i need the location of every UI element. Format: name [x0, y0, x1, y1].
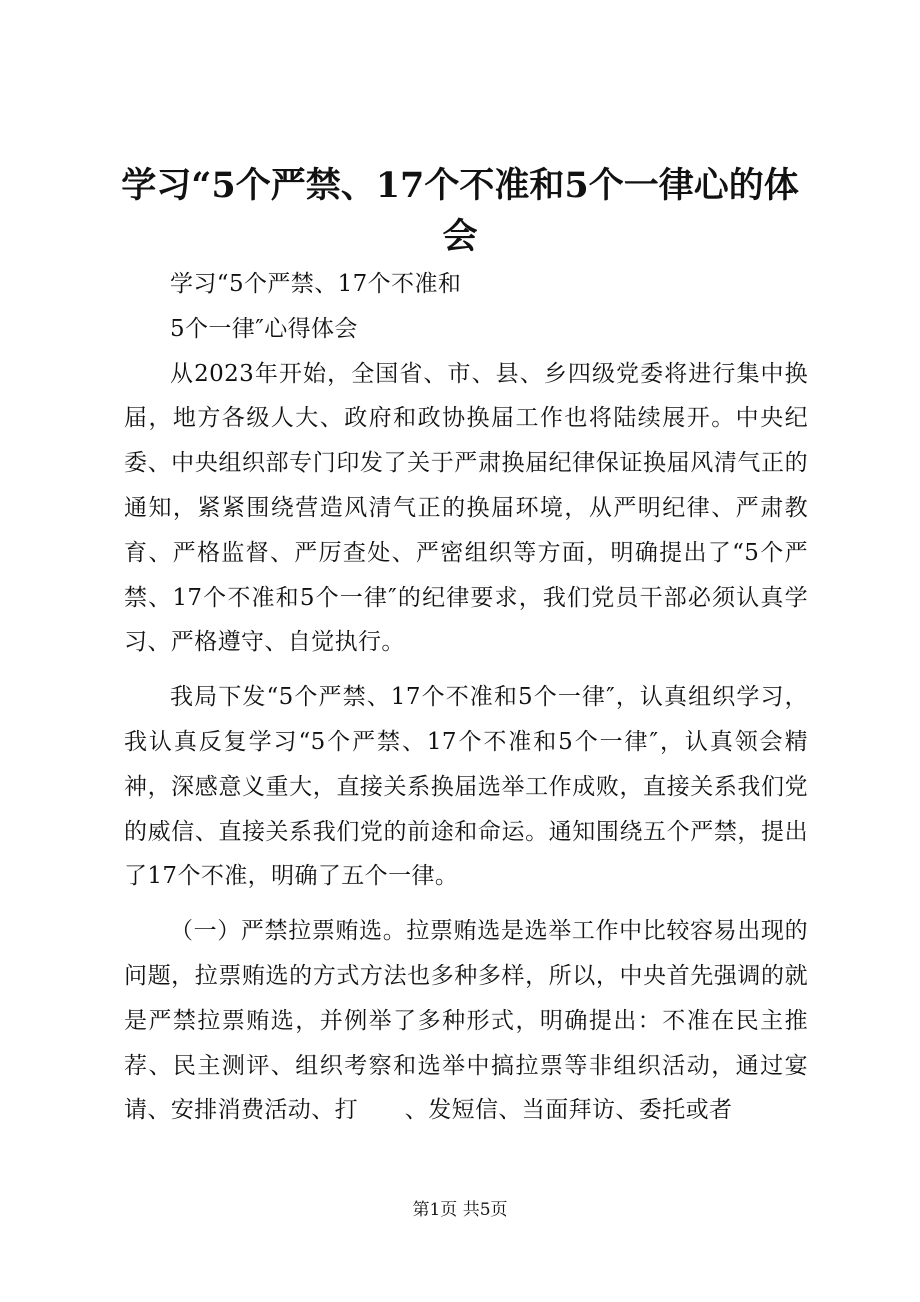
subtitle-line-2: 5个一律″心得体会: [170, 315, 358, 342]
paragraph-section-one: （一）严禁拉票贿选。拉票贿选是选举工作中比较容易出现的问题，拉票贿选的方式方法也多种多样，所以，中央首先强调的就是严禁拉票贿选，并例举了多种形式，明确提出：不准在民主推荐、民主测评、组织考察和选举中搞拉票等非组织活动，通过宴请、安排消费活动、打 、发短信、当面拜访、委托或者: [124, 918, 808, 1124]
paragraph-intro: 从2023年开始，全国省、市、县、乡四级党委将进行集中换届，地方各级人大、政府和政协换届工作也将陆续展开。中央纪委、中央组织部专门印发了关于严肃换届纪律保证换届风清气正的通知，紧紧围绕营造风清气正的换届环境，从严明纪律、严肃教育、严格监督、严厉查处、严密组织等方面，明确提出了“5个严禁、17个不准和5个一律″的纪律要求，我们党员干部必须认真学习、严格遵守、自觉执行。: [124, 360, 808, 656]
document-body: [124, 262, 808, 1133]
page-footer: 第1页 共5页: [412, 1200, 508, 1220]
paragraph-study: 我局下发“5个严禁、17个不准和5个一律″，认真组织学习，我认真反复学习“5个严禁、17个不准和5个一律″，认真领会精神，深感意义重大，直接关系换届选举工作成败，直接关系我们党的威信、直接关系我们党的前途和命运。通知围绕五个严禁，提出了17个不准，明确了五个一律。: [124, 684, 808, 890]
document-title: 学习“5个严禁、17个不准和5个一律心的体会: [121, 165, 799, 257]
subtitle-line-1: 学习“5个严禁、17个不准和: [170, 271, 462, 297]
